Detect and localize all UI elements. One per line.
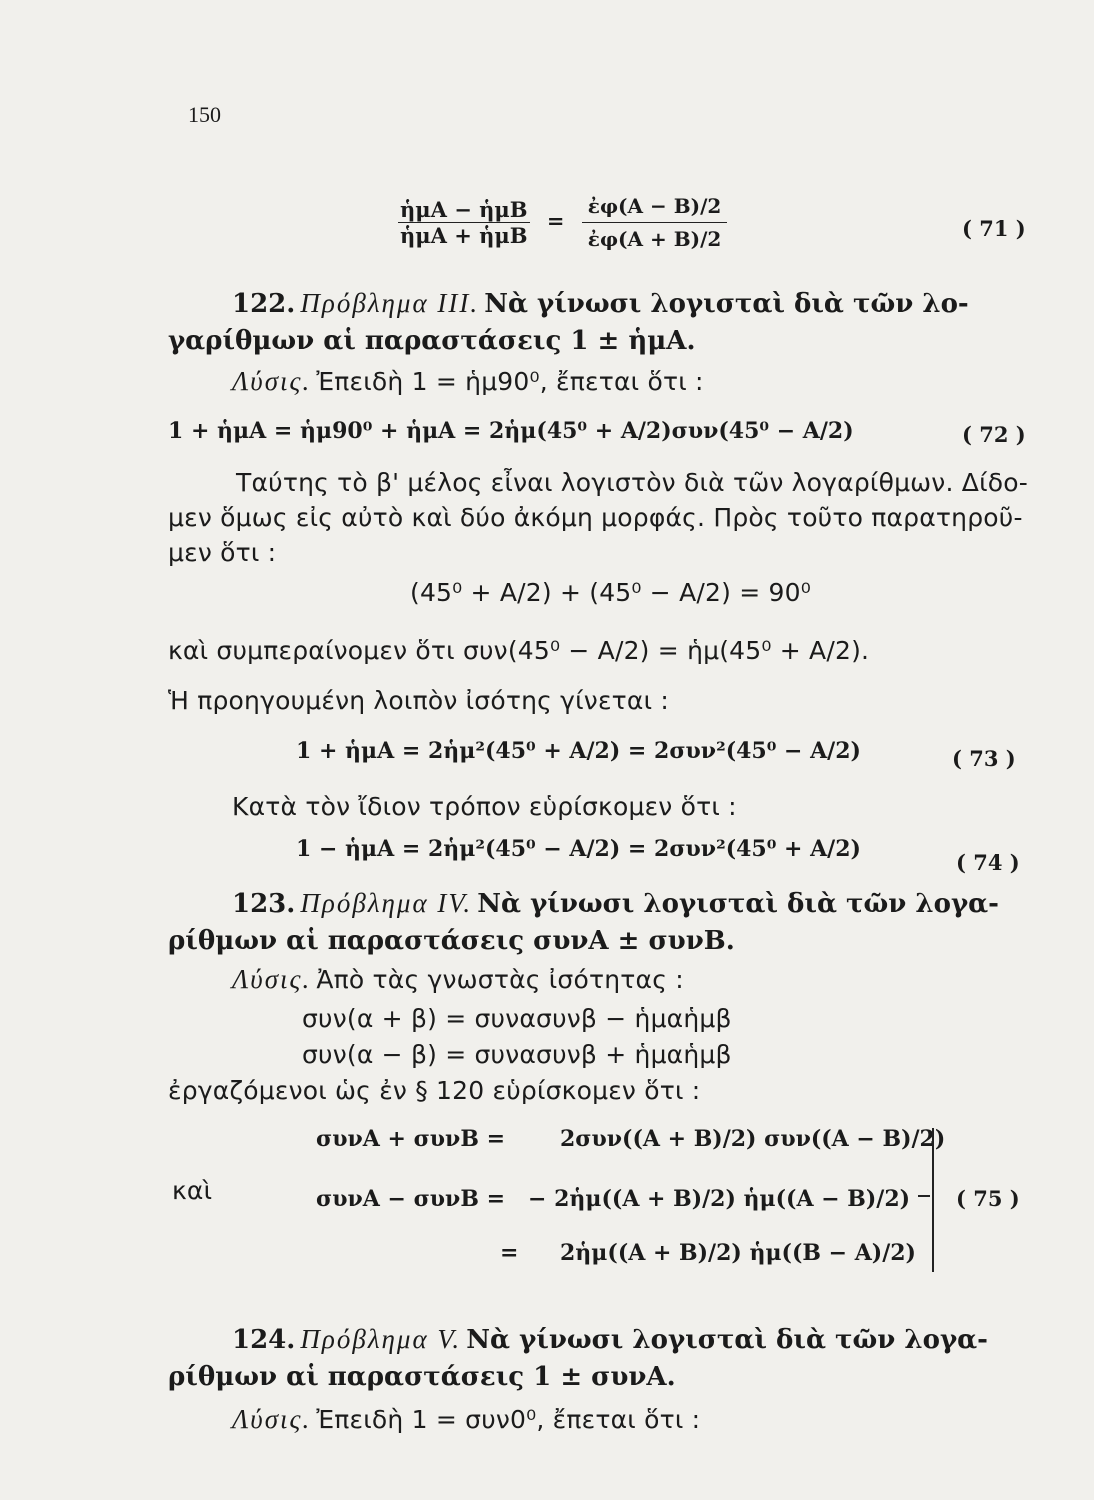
problem-122-statement-line1: Νὰ γίνωσι λογισταὶ διὰ τῶν λο-: [484, 289, 969, 319]
solution-text: Ἐπειδὴ 1 = ἡμ90⁰, ἔπεται ὅτι :: [316, 367, 704, 396]
eq74-tag: ( 74 ): [956, 850, 1020, 875]
problem-122-solution-line: [232, 366, 704, 397]
problem-124-solution-line: [232, 1404, 700, 1435]
problem-124-statement-line2: ρίθμων αἱ παραστάσεις 1 ± συνΑ.: [168, 1362, 676, 1392]
paragraph-line: Ταύτης τὸ β' μέλος εἶναι λογιστὸν διὰ τῶν λογαρίθμων. Δίδο-: [236, 468, 1028, 497]
paragraph-line: καὶ συμπεραίνομεν ὅτι συν(45⁰ − A/2) = ἡμ(45⁰ + A/2).: [168, 636, 870, 665]
problem-124-heading: [232, 1324, 988, 1355]
equation-74: 1 − ἡμΑ = 2ἡμ²(45⁰ − A/2) = 2συν²(45⁰ + A/2): [296, 836, 861, 862]
eq75c-lhs: =: [500, 1240, 519, 1266]
problem-122-number: 122.: [232, 289, 296, 319]
eq75c-rhs: 2ἡμ((Α + Β)/2) ἡμ((Β − Α)/2): [560, 1240, 916, 1266]
eq73-tag: ( 73 ): [952, 746, 1016, 771]
equation-73: 1 + ἡμΑ = 2ἡμ²(45⁰ + A/2) = 2συν²(45⁰ − A/2): [296, 738, 861, 764]
eq71-rhs-numerator: ἐφ(Α − Β)/2: [582, 190, 728, 223]
equation-72: 1 + ἡμΑ = ἡμ90⁰ + ἡμΑ = 2ἡμ(45⁰ + A/2)συν(45⁰ − A/2): [168, 418, 854, 444]
equation-sum: (45⁰ + A/2) + (45⁰ − A/2) = 90⁰: [410, 578, 811, 607]
problem-124-number: 124.: [232, 1325, 296, 1355]
paragraph-line: μεν ὅτι :: [168, 538, 277, 567]
kai-word: καὶ: [172, 1176, 213, 1205]
problem-124-statement-line1: Νὰ γίνωσι λογισταὶ διὰ τῶν λογα-: [466, 1325, 988, 1355]
eq71-lhs-fraction: [398, 197, 530, 248]
eq75b-rhs: − 2ἡμ((Α + Β)/2) ἡμ((Α − Β)/2): [528, 1186, 911, 1212]
eq75a-rhs: 2συν((Α + Β)/2) συν((Α − Β)/2): [560, 1126, 946, 1152]
identity-line: συν(α + β) = συνασυνβ − ἡμαἡμβ: [302, 1004, 732, 1033]
problem-122-label: Πρόβλημα ΙΙΙ.: [300, 288, 480, 318]
eq75b-lhs: συνΑ − συνΒ =: [316, 1186, 506, 1212]
eq75a-lhs: συνΑ + συνΒ =: [316, 1126, 506, 1152]
solution-label: Λύσις.: [232, 1404, 312, 1434]
identity-line: συν(α − β) = συνασυνβ + ἡμαἡμβ: [302, 1040, 732, 1069]
brace-mid-mark: [918, 1195, 930, 1209]
problem-122-heading: [232, 288, 969, 319]
solution-text: Ἐπειδὴ 1 = συν0⁰, ἔπεται ὅτι :: [316, 1405, 701, 1434]
eq71-rhs-fraction: [582, 190, 728, 255]
eq71-lhs-numerator: ἡμΑ − ἡμΒ: [400, 197, 528, 222]
problem-124-label: Πρόβλημα V.: [300, 1324, 462, 1354]
problem-123-statement-line1: Νὰ γίνωσι λογισταὶ διὰ τῶν λογα-: [477, 889, 999, 919]
page-number: 150: [188, 102, 221, 127]
eq75-tag: ( 75 ): [956, 1186, 1020, 1211]
problem-123-statement-line2: ρίθμων αἱ παραστάσεις συνΑ ± συνΒ.: [168, 926, 735, 956]
eq71-rhs-denominator: ἐφ(Α + Β)/2: [587, 227, 722, 251]
solution-label: Λύσις.: [232, 964, 312, 994]
solution-text: Ἀπὸ τὰς γνωστὰς ἰσότητας :: [316, 965, 684, 994]
paragraph-line: Ἡ προηγουμένη λοιπὸν ἰσότης γίνεται :: [168, 686, 670, 715]
solution-label: Λύσις.: [232, 366, 312, 396]
paragraph-line: μεν ὅμως εἰς αὐτὸ καὶ δύο ἀκόμη μορφάς. Πρὸς τοῦτο παρατηροῦ-: [168, 503, 1023, 532]
problem-123-number: 123.: [232, 889, 296, 919]
equation-71: $\frac{\text{ἡμΑ − ἡμΒ}}{\text{ἡμΑ + ἡμΒ}}$ = $\frac{\text{ἐφ(Α − Β)/2}}{\text{ἐφ(Α + Β)/2}}$: [398, 190, 727, 255]
problem-123-heading: [232, 888, 999, 919]
eq71-tag: ( 71 ): [962, 216, 1026, 241]
problem-122-statement-line2: γαρίθμων αἱ παραστάσεις 1 ± ἡμΑ.: [168, 326, 696, 356]
eq72-tag: ( 72 ): [962, 422, 1026, 447]
problem-123-solution-line: [232, 964, 684, 995]
paragraph-line: Κατὰ τὸν ἴδιον τρόπον εὑρίσκομεν ὅτι :: [232, 792, 737, 821]
paragraph-line: ἐργαζόμενοι ὡς ἐν § 120 εὑρίσκομεν ὅτι :: [168, 1076, 701, 1105]
problem-123-label: Πρόβλημα ΙV.: [300, 888, 473, 918]
eq71-lhs-denominator: ἡμΑ + ἡμΒ: [400, 223, 528, 248]
